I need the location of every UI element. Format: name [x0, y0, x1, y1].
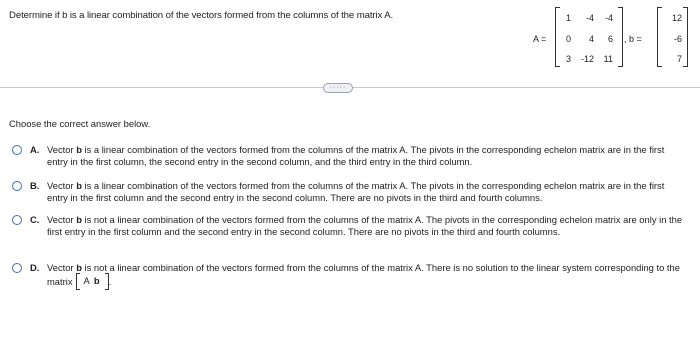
- vector-b-label: , b =: [624, 34, 642, 44]
- augmented-right-bracket: [105, 273, 109, 290]
- matrix-a-cell: 0: [565, 34, 571, 44]
- matrix-a-cell: 11: [603, 54, 613, 64]
- question-text: Determine if b is a linear combination of the vectors formed from the columns of the matrix A.: [9, 10, 394, 21]
- option-text: Vector b is a linear combination of the vectors formed from the columns of the matrix A. The pivots in the corresponding echelon matrix are in the first entry in the first column and the second entry in the second column. There are no pivots in the third and fourth columns.: [47, 180, 665, 203]
- answer-prompt: Choose the correct answer below.: [9, 118, 151, 129]
- radio-button[interactable]: [12, 263, 22, 273]
- vector-b-cell: 12: [671, 13, 682, 23]
- radio-button[interactable]: [12, 215, 22, 225]
- divider-handle[interactable]: ·····: [323, 83, 353, 93]
- matrix-a-cell: 6: [607, 34, 613, 44]
- matrix-a-cell: 3: [565, 54, 571, 64]
- vector-b-right-bracket: [683, 7, 688, 67]
- option-letter: B.: [30, 180, 40, 191]
- matrix-a-cell: -12: [580, 54, 594, 64]
- option-text: Vector b is not a linear combination of the vectors formed from the columns of the matrix A. The pivots in the corresponding echelon matrix are only in the first entry in the first column and the second entry in the second column. There are no pivots in the third and fourth columns.: [47, 214, 683, 237]
- option-text: Vector b is not a linear combination of the vectors formed from the columns of the matrix A. There is no solution to the linear system corresponding to the matrix A b .: [47, 262, 687, 291]
- option-text: Vector b is a linear combination of the vectors formed from the columns of the matrix A. The pivots in the corresponding echelon matrix are in the first entry in the first column, the second entry in the second column, and the third entry in the third column.: [47, 144, 665, 167]
- matrix-a-cell: 4: [588, 34, 594, 44]
- matrix-a-right-bracket: [618, 7, 623, 67]
- option-letter: C.: [30, 214, 40, 225]
- augmented-matrix: A b: [76, 273, 109, 290]
- vector-b-cell: -6: [673, 34, 682, 44]
- matrix-a-cell: -4: [585, 13, 594, 23]
- vector-b-cell: 7: [676, 54, 682, 64]
- radio-button[interactable]: [12, 181, 22, 191]
- option-letter: D.: [30, 262, 40, 273]
- radio-button[interactable]: [12, 145, 22, 155]
- option-letter: A.: [30, 144, 40, 155]
- matrix-a-cell: -4: [604, 13, 613, 23]
- vector-b-left-bracket: [657, 7, 662, 67]
- matrix-a-cell: 1: [565, 13, 571, 23]
- matrix-a-label: A =: [533, 34, 547, 44]
- matrix-display: [533, 4, 693, 68]
